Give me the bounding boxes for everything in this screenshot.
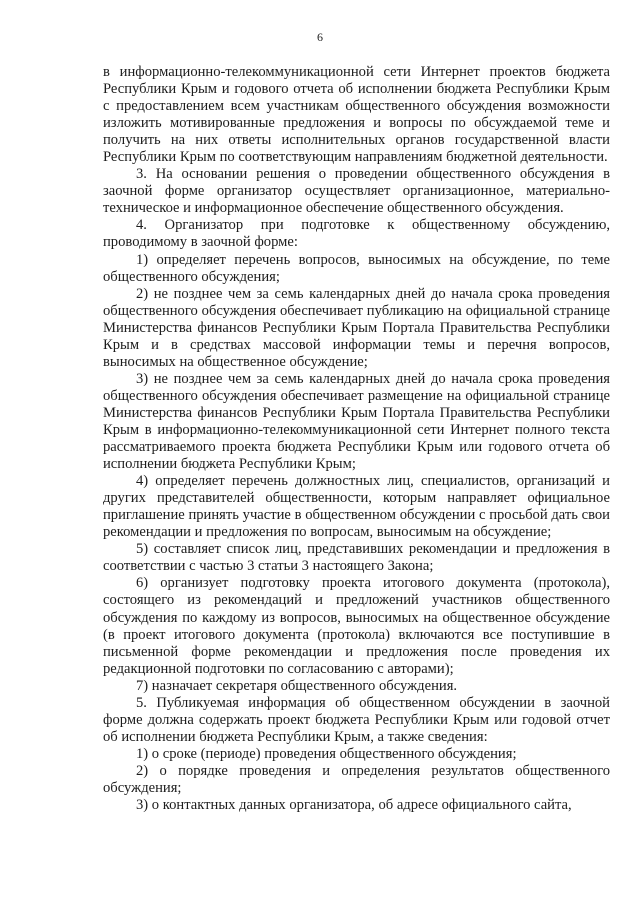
subitem-4-6: 6) организует подготовку проекта итогового документа (протокола), состоящего из рекомендаций и предложений участников общественного обсуждения по каждому из вопросов, выносимых на общественное обсуждение (в проект итогового документа (протокола) включаются все поступившие в письменной форме рекомендации и предложения после проведения их редакционной подготовки по согласованию с авторами); [103, 575, 610, 677]
document-body [103, 64, 610, 814]
subitem-4-3: 3) не позднее чем за семь календарных дней до начала срока проведения общественного обсуждения обеспечивает размещение на официальной странице Министерства финансов Республики Крым Портала Правительства Республики Крым в информационно-телекоммуникационной сети Интернет полного текста рассматриваемого проекта бюджета Республики Крым или годового отчета об исполнении бюджета Республики Крым; [103, 370, 610, 473]
paragraph-item-3: 3. На основании решения о проведении общественного обсуждения в заочной форме организатор осуществляет организационное, материально-техническое и информационное обеспечение общественного обсуждения. [103, 166, 610, 217]
subitem-5-3: 3) о контактных данных организатора, об адресе официального сайта, [136, 797, 572, 814]
paragraph-item-4: 4. Организатор при подготовке к общественному обсуждению, проводимому в заочной форме: [103, 217, 610, 251]
page-number: 6 [317, 30, 323, 44]
subitem-5-1: 1) о сроке (периоде) проведения общественного обсуждения; [136, 745, 517, 762]
paragraph-continuation: в информационно-телекоммуникационной сети Интернет проектов бюджета Республики Крым и годового отчета об исполнении бюджета Республики Крым с предоставлением всем участникам общественного обсуждения возможности изложить мотивированные предложения и вопросы по обсуждаемой теме и получить на них ответы исполнительных органов государственной власти Республики Крым по соответствующим направлениям бюджетной деятельности. [103, 64, 610, 166]
subitem-4-2: 2) не позднее чем за семь календарных дней до начала срока проведения общественного обсуждения обеспечивает публикацию на официальной странице Министерства финансов Республики Крым Портала Правительства Республики Крым и в средствах массовой информации темы и перечня вопросов, выносимых на общественное обсуждение; [103, 285, 610, 370]
subitem-4-4: 4) определяет перечень должностных лиц, специалистов, организаций и других представителей общественности, которым направляет официальное приглашение принять участие в общественном обсуждении с просьбой дать свои рекомендации и предложения по вопросам, выносимым на обсуждение; [103, 473, 610, 541]
paragraph-item-5: 5. Публикуемая информация об общественном обсуждении в заочной форме должна содержать проект бюджета Республики Крым или годовой отчет об исполнении бюджета Республики Крым, а также сведения: [103, 694, 610, 745]
subitem-4-5: 5) составляет список лиц, представивших рекомендации и предложения в соответствии с частью 3 статьи 3 настоящего Закона; [103, 541, 610, 575]
subitem-4-7: 7) назначает секретаря общественного обсуждения. [136, 677, 458, 694]
subitem-5-2: 2) о порядке проведения и определения результатов общественного обсуждения; [103, 762, 610, 796]
subitem-4-1: 1) определяет перечень вопросов, выносимых на обсуждение, по теме общественного обсуждения; [103, 251, 610, 285]
